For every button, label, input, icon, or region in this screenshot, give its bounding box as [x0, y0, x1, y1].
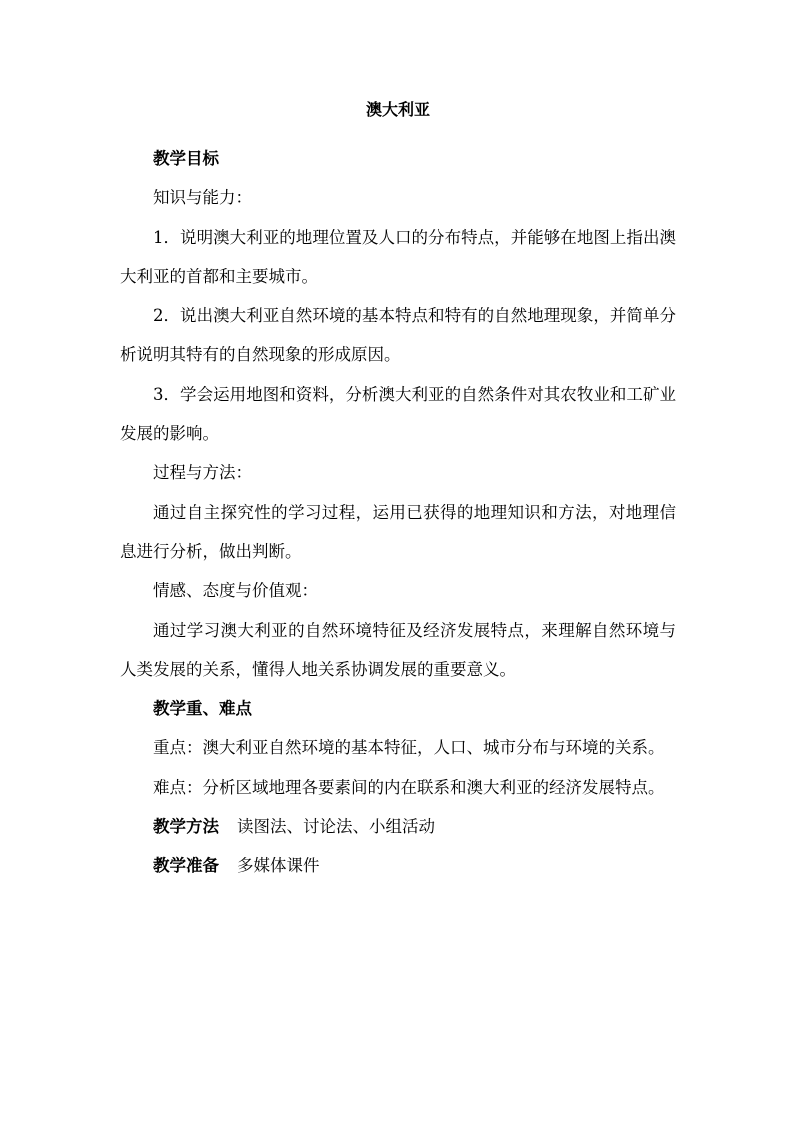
objective-item-1: 1．说明澳大利亚的地理位置及人口的分布特点，并能够在地图上指出澳大利亚的首都和主要城市。: [120, 227, 676, 286]
prep-label: 教学准备: [153, 856, 219, 876]
document-body: [120, 100, 676, 886]
subheading-emotion: 情感、态度与价值观：: [153, 581, 318, 601]
prep-value: 多媒体课件: [237, 856, 320, 876]
subheading-knowledge: 知识与能力：: [153, 188, 252, 208]
section-heading-key-points: 教学重、难点: [153, 699, 252, 719]
method-value: 读图法、讨论法、小组活动: [237, 817, 435, 837]
method-line: [120, 807, 676, 846]
objective-item-2: 2．说出澳大利亚自然环境的基本特点和特有的自然地理现象，并简单分析说明其特有的自然现象的形成原因。: [120, 306, 676, 365]
difficulty-paragraph: 难点：分析区域地理各要素间的内在联系和澳大利亚的经济发展特点。: [153, 777, 665, 797]
key-point-paragraph: 重点：澳大利亚自然环境的基本特征，人口、城市分布与环境的关系。: [153, 738, 665, 758]
emotion-paragraph: 通过学习澳大利亚的自然环境特征及经济发展特点，来理解自然环境与人类发展的关系，懂得人地关系协调发展的重要意义。: [120, 620, 676, 679]
process-paragraph: 通过自主探究性的学习过程，运用已获得的地理知识和方法，对地理信息进行分析，做出判断。: [120, 502, 676, 561]
objective-item-3: 3．学会运用地图和资料，分析澳大利亚的自然条件对其农牧业和工矿业发展的影响。: [120, 384, 676, 444]
section-heading-objectives: 教学目标: [153, 149, 219, 168]
document-title: 澳大利亚: [365, 100, 430, 119]
subheading-process: 过程与方法：: [153, 463, 252, 483]
prep-line: [120, 846, 676, 885]
method-label: 教学方法: [153, 817, 219, 837]
